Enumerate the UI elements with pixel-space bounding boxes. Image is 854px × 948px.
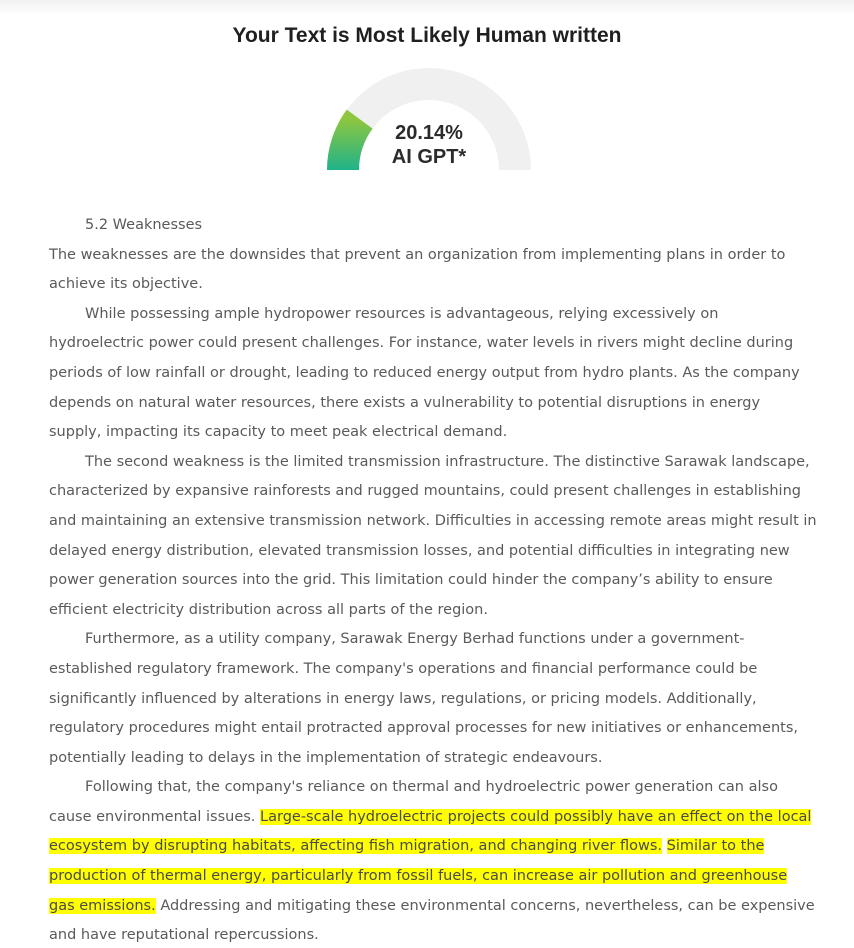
paragraph-hydropower: While possessing ample hydropower resources is advantageous, relying excessively on hydroelectric power could present challenges. For instance, water levels in rivers might decline during periods of low rainfall or drought, leading to reduced energy output from hydro plants. As the company depends on natural water resources, there exists a vulnerability to potential disruptions in energy supply, impacting its capacity to meet peak electrical demand. <box>49 305 800 441</box>
document-text <box>49 211 817 948</box>
gauge-label: AI GPT* <box>391 146 467 168</box>
sentence-plain: Following that, the company's reliance on thermal and hydroelectric power generation can also cause environmental issues. <box>49 779 778 825</box>
paragraph-transmission: The second weakness is the limited transmission infrastructure. The distinctive Sarawak landscape, characterized by expansive rainforests and rugged mountains, could present challenges in establishing and maintaining an extensive transmission network. Difficulties in accessing remote areas might result in delayed energy distribution, elevated transmission losses, and potential difficulties in integrating new power generation sources into the grid. This limitation could hinder the company’s ability to ensure efficient electricity distribution across all parts of the region. <box>49 453 817 618</box>
highlighted-sentence: Similar to the production of thermal energy, particularly from fossil fuels, can increase air pollution and greenhouse gas emissions. <box>49 838 788 914</box>
result-title: Your Text is Most Likely Human written <box>232 24 622 47</box>
ai-score-gauge <box>326 66 532 172</box>
section-heading: 5.2 Weaknesses <box>85 217 203 233</box>
intro-paragraph: The weaknesses are the downsides that prevent an organization from implementing plans in order to achieve its objective. <box>49 246 786 293</box>
gauge-percent: 20.14% <box>395 122 463 144</box>
paragraph-environment <box>49 773 817 948</box>
sentence-plain: Addressing and mitigating these environmental concerns, nevertheless, can be expensive and have reputational repercussions. <box>49 897 815 944</box>
top-shade <box>0 0 854 16</box>
paragraph-regulation: Furthermore, as a utility company, Sarawak Energy Berhad functions under a government-established regulatory framework. The company's operations and financial performance could be significantly influenced by alterations in energy laws, regulations, or pricing models. Additionally, regulatory procedures might entail protracted approval processes for new initiatives or enhancements, potentially leading to delays in the implementation of strategic endeavours. <box>49 631 799 766</box>
highlighted-sentence: Large-scale hydroelectric projects could possibly have an effect on the local ecosystem by disrupting habitats, affecting fish migration, and changing river flows. <box>49 808 812 855</box>
